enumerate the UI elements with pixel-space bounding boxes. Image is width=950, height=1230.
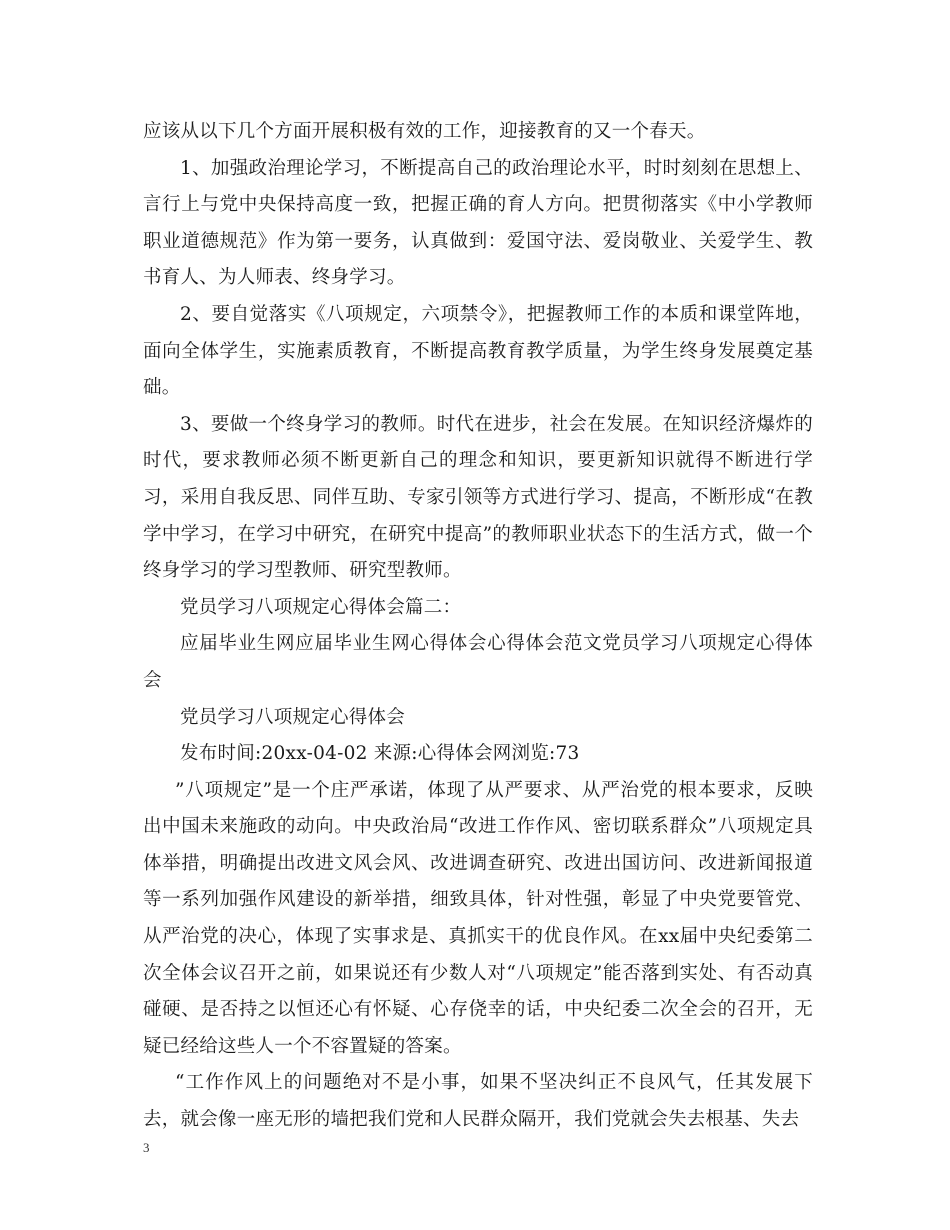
article-title: 党员学习八项规定心得体会 xyxy=(180,706,406,728)
paragraph-intro: 应该从以下几个方面开展积极有效的工作，迎接教育的又一个春天。 xyxy=(143,121,706,142)
paragraph-point-1: 1、加强政治理论学习，不断提高自己的政治理论水平，时时刻刻在思想上、言行上与党中央保持高度一致，把握正确的育人方向。把贯彻落实《中小学教师职业道德规范》作为第一要务，认真做到：爱国守法、爱岗敬业、关爱学生、教书育人、为人师表、终身学习。 xyxy=(143,157,813,289)
paragraph-body-1: ”八项规定”是一个庄严承诺，体现了从严要求、从严治党的根本要求，反映出中国未来施政的动向。中央政治局“改进工作作风、密切联系群众”八项规定具体举措，明确提出改进文风会风、改进调查研究、改进出国访问、改进新闻报道等一系列加强作风建设的新举措，细致具体，针对性强，彰显了中央党要管党、从严治党的决心，体现了实事求是、真抓实干的优良作风。在xx届中央纪委第二次全体会议召开之前，如果说还有少数人对“八项规定”能否落到实处、有否动真碰硬、是否持之以恒还心有怀疑、心存侥幸的话，中央纪委二次全会的召开，无疑已经给这些人一个不容置疑的答案。 xyxy=(143,779,813,1057)
source-breadcrumb: 应届毕业生网应届毕业生网心得体会心得体会范文党员学习八项规定心得体会 xyxy=(143,633,813,691)
section-heading: 党员学习八项规定心得体会篇二： xyxy=(180,596,462,618)
article-meta: 发布时间:20xx-04-02 来源:心得体会网浏览:73 xyxy=(180,743,580,765)
paragraph-point-2: 2、要自觉落实《八项规定，六项禁令》，把握教师工作的本质和课堂阵地，面向全体学生，实施素质教育，不断提高教育教学质量，为学生终身发展奠定基础。 xyxy=(143,303,813,399)
document-body xyxy=(143,114,813,1139)
paragraph-body-2: “工作作风上的问题绝对不是小事，如果不坚决纠正不良风气，任其发展下去，就会像一座无形的墙把我们党和人民群众隔开，我们党就会失去根基、失去 xyxy=(143,1072,813,1131)
paragraph-point-3: 3、要做一个终身学习的教师。时代在进步，社会在发展。在知识经济爆炸的时代，要求教师必须不断更新自己的理念和知识，要更新知识就得不断进行学习，采用自我反思、同伴互助、专家引领等方式进行学习、提高，不断形成“在教学中学习，在学习中研究，在研究中提高”的教师职业状态下的生活方式，做一个终身学习的学习型教师、研究型教师。 xyxy=(143,413,813,582)
page-number: 3 xyxy=(143,1140,150,1155)
